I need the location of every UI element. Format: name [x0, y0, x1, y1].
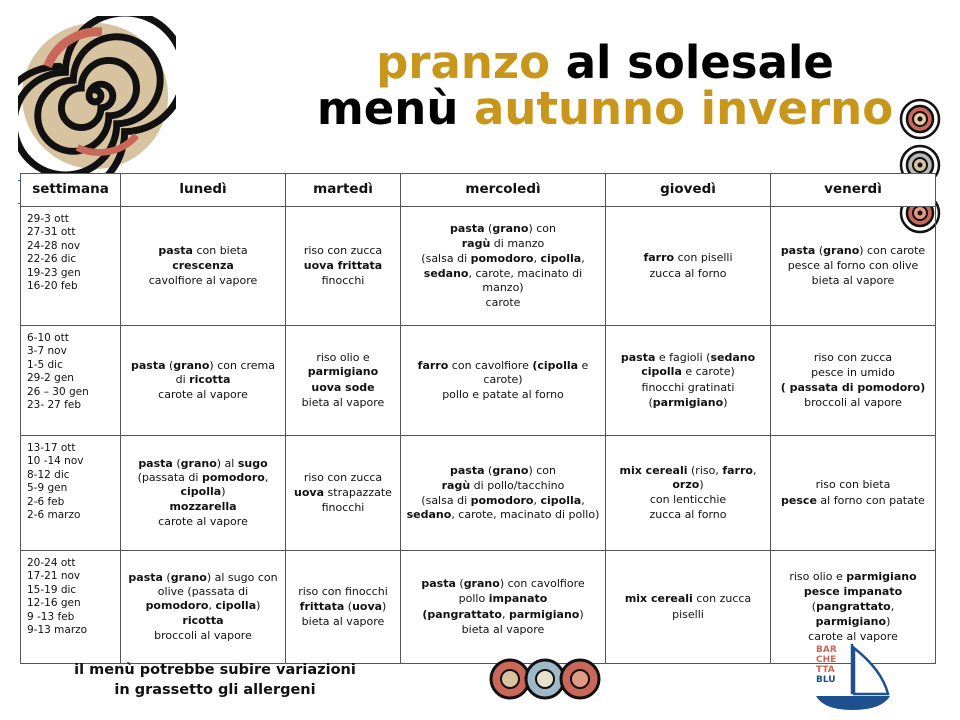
dish-text: riso con zucca — [303, 243, 383, 257]
dish-line — [405, 577, 601, 591]
dish-line — [405, 296, 601, 310]
week-range: 8-12 dic — [27, 468, 70, 481]
allergen-text: cipolla — [215, 598, 257, 612]
dish-text: pollo e patate al forno — [442, 388, 564, 402]
dish-text: ( — [162, 570, 171, 584]
table-row — [21, 326, 936, 436]
week-cell — [21, 207, 121, 326]
week-range: 29-2 gen — [27, 372, 74, 385]
dish-text: (salsa di — [421, 494, 471, 507]
dish-line — [610, 608, 766, 622]
allergen-text: parmigiano — [508, 607, 580, 621]
menu-cell-giovedi — [606, 436, 771, 551]
week-range: 19-23 gen — [27, 266, 81, 279]
week-range: 13-17 ott — [27, 442, 76, 454]
allergen-text: pasta — [138, 456, 173, 470]
allergen-text: pomodoro — [470, 494, 534, 507]
dish-line — [775, 494, 931, 508]
allergen-text: mozzarella — [169, 500, 237, 514]
week-range: 3-7 nov — [27, 345, 67, 358]
dish-text: ) con — [528, 463, 556, 477]
dish-line — [290, 244, 396, 258]
dish-text: ( — [811, 600, 817, 614]
allergen-text: (pangrattato — [422, 607, 502, 621]
dish-text: con lenticchie — [649, 493, 727, 506]
dish-line — [405, 359, 601, 387]
dish-text: cavolfiore al vapore — [148, 274, 258, 288]
menu-cell-lunedi — [121, 551, 286, 664]
dish-text: , — [752, 463, 757, 477]
boat-logo-text-4: BLU — [816, 675, 836, 685]
dish-line — [610, 351, 766, 379]
week-range: 22-26 dic — [27, 253, 77, 266]
week-range: 10 -14 nov — [27, 455, 84, 468]
header-martedi: martedì — [286, 174, 401, 207]
dish-text: broccoli al vapore — [804, 396, 902, 410]
dish-line — [290, 396, 396, 410]
allergen-text: parmigiano — [815, 614, 887, 628]
boat-logo-icon — [812, 640, 894, 712]
dish-line — [290, 471, 396, 485]
dish-line — [125, 274, 281, 288]
boat-logo-text-1: BAR — [816, 645, 837, 655]
dish-line — [610, 464, 766, 492]
dish-text: , — [890, 600, 895, 614]
dish-text: ( — [455, 577, 464, 591]
dish-line — [775, 478, 931, 492]
dish-line — [775, 396, 931, 410]
allergen-text: pasta — [158, 243, 193, 257]
dish-line — [125, 571, 281, 613]
dish-text: , — [501, 607, 509, 621]
dish-text: riso con zucca — [303, 470, 383, 484]
dish-line — [290, 259, 396, 273]
allergen-text: pomodoro — [470, 252, 534, 266]
dish-text: e fagioli ( — [655, 351, 711, 365]
dish-text: ) — [221, 484, 226, 498]
dish-text: ) — [723, 395, 728, 409]
week-cell — [21, 326, 121, 436]
dish-line — [405, 252, 601, 294]
allergen-text: uova — [352, 599, 383, 613]
dish-line — [405, 592, 601, 606]
week-range: 9 -13 feb — [27, 610, 75, 623]
allergen-text: cipolla — [540, 494, 582, 507]
allergen-text: ragù — [461, 237, 491, 251]
week-cell — [21, 436, 121, 551]
dish-text: , — [581, 494, 585, 507]
dish-text: di manzo — [490, 237, 545, 251]
dish-text: pollo — [458, 592, 489, 606]
dish-text: ( — [165, 358, 174, 372]
menu-cell-lunedi — [121, 207, 286, 326]
dish-text: ( — [815, 243, 824, 257]
table-row — [21, 207, 936, 326]
allergen-text: pasta — [620, 351, 656, 365]
title-line-2 — [270, 82, 940, 135]
dish-line — [775, 259, 931, 273]
dish-line — [405, 388, 601, 402]
allergen-text: pesce impanato — [803, 585, 903, 599]
allergen-text: sedano — [423, 266, 469, 280]
dish-text: piselli — [672, 607, 704, 621]
dish-text: riso con finocchi — [298, 584, 388, 598]
dish-text: con bieta — [192, 243, 248, 257]
dish-line — [610, 396, 766, 410]
dish-line — [125, 244, 281, 258]
allergen-text: grano — [492, 222, 529, 236]
menu-table — [20, 173, 936, 664]
dish-text: riso olio e — [316, 351, 370, 365]
dish-text: riso con zucca — [813, 350, 893, 364]
dish-text: ( — [172, 456, 181, 470]
allergen-text: grano — [170, 570, 207, 584]
dish-line — [610, 251, 766, 265]
week-range: 1-5 dic — [27, 358, 63, 371]
dish-text: e carote) — [483, 358, 589, 386]
dish-text: ) con cavolfiore — [499, 577, 585, 591]
dish-line — [775, 600, 931, 628]
allergen-text: ragù — [441, 478, 471, 492]
dish-line — [405, 237, 601, 251]
allergen-text: pangrattato — [816, 600, 891, 614]
dish-text: , — [533, 494, 541, 507]
dish-line — [125, 500, 281, 514]
dish-text: bieta al vapore — [301, 615, 385, 629]
allergen-text: farro — [643, 251, 675, 265]
menu-cell-giovedi — [606, 207, 771, 326]
dish-text: di pollo/tacchino — [470, 478, 565, 492]
menu-cell-giovedi — [606, 551, 771, 664]
dish-text: bieta al vapore — [461, 622, 545, 636]
week-range: 29-3 ott — [27, 213, 69, 225]
three-circles-icon — [488, 653, 603, 705]
allergen-text: mix cereali — [619, 463, 688, 477]
menu-cell-martedi — [286, 551, 401, 664]
dish-line — [610, 592, 766, 606]
allergen-text: pomodoro — [145, 598, 209, 612]
dish-text: bieta al vapore — [811, 274, 895, 288]
dish-text: ( — [484, 222, 493, 236]
allergen-text: parmigiano — [652, 395, 724, 409]
dish-text: , — [208, 598, 216, 612]
dish-line — [610, 493, 766, 507]
dish-text: , carote, macinato di manzo) — [468, 266, 583, 294]
dish-line — [290, 274, 396, 288]
dish-line — [125, 259, 281, 273]
title-line-2-part1: menù — [316, 82, 459, 135]
menu-cell-venerdi — [771, 326, 936, 436]
dish-line — [610, 381, 766, 395]
dish-line — [290, 615, 396, 629]
dish-text: al forno con patate — [816, 493, 925, 507]
dish-line — [775, 381, 931, 395]
allergen-text: grano — [180, 456, 217, 470]
week-cell — [21, 551, 121, 664]
week-range: 24-28 nov — [27, 239, 81, 252]
header-venerdi: venerdì — [771, 174, 936, 207]
dish-text: con piselli — [674, 251, 733, 265]
allergen-text: pasta — [421, 577, 456, 591]
header-lunedi: lunedì — [121, 174, 286, 207]
dish-line — [405, 623, 601, 637]
menu-cell-mercoledi — [401, 436, 606, 551]
dish-text: ) con crema di — [175, 358, 276, 386]
allergen-text: mix cereali — [624, 592, 693, 606]
menu-cell-mercoledi — [401, 551, 606, 664]
week-range: 20-24 ott — [27, 557, 76, 569]
menu-cell-venerdi — [771, 436, 936, 551]
allergen-text: pesce — [781, 493, 817, 507]
dish-text: broccoli al vapore — [154, 629, 252, 643]
footer-note — [30, 660, 400, 700]
dish-line — [125, 388, 281, 402]
dish-line — [290, 381, 396, 395]
dish-line — [125, 515, 281, 529]
dish-text: zucca al forno — [649, 508, 727, 522]
boat-logo-text-3: TTA — [816, 665, 835, 675]
menu-cell-martedi — [286, 326, 401, 436]
dish-line — [125, 629, 281, 643]
footer-note-line-1: il menù potrebbe subire variazioni — [74, 662, 356, 678]
allergen-text: sedano — [406, 508, 452, 522]
dish-line — [405, 479, 601, 493]
dish-text: ) al — [216, 456, 238, 470]
header-mercoledi: mercoledì — [401, 174, 606, 207]
dish-line — [290, 486, 396, 500]
dish-text: finocchi — [321, 501, 365, 515]
allergen-text: farro — [417, 358, 449, 372]
dish-text: strapazzate — [324, 485, 392, 499]
week-range: 12-16 gen — [27, 597, 81, 610]
dish-line — [610, 508, 766, 522]
allergen-text: pasta — [128, 570, 163, 584]
menu-cell-martedi — [286, 436, 401, 551]
dish-text: con zucca — [692, 592, 752, 606]
allergen-text: pasta — [780, 243, 816, 257]
week-range: 2-6 feb — [27, 495, 65, 508]
week-range: 17-21 nov — [27, 570, 81, 583]
dish-line — [775, 585, 931, 599]
dish-text: ) — [382, 599, 387, 613]
allergen-text: ricotta — [182, 614, 224, 628]
table-row — [21, 436, 936, 551]
week-range: 16-20 feb — [27, 280, 78, 293]
allergen-text: parmigiano — [307, 365, 379, 379]
dish-line — [775, 351, 931, 365]
spiral-red-icon — [899, 98, 941, 140]
week-range: 9-13 marzo — [27, 624, 88, 637]
allergen-text: frittata — [299, 599, 345, 613]
dish-text: ) con — [528, 222, 556, 236]
week-range: 27-31 ott — [27, 226, 76, 239]
allergen-text: uova frittata — [303, 258, 383, 272]
boat-logo-text-2: CHE — [816, 655, 837, 665]
dish-text: , — [581, 252, 585, 266]
allergen-text: sedano cipolla — [641, 351, 756, 379]
dish-text: finocchi gratinati — [641, 380, 735, 394]
allergen-text: impanato — [488, 592, 548, 606]
allergen-text: grano — [173, 358, 210, 372]
dish-line — [775, 274, 931, 288]
dish-line — [405, 222, 601, 236]
table-header-row — [21, 174, 936, 207]
dish-text: ) — [256, 598, 261, 612]
dish-text: riso con bieta — [815, 478, 891, 492]
menu-cell-lunedi — [121, 436, 286, 551]
dish-text: ) — [699, 477, 704, 491]
header-giovedi: giovedì — [606, 174, 771, 207]
dish-line — [775, 366, 931, 380]
menu-cell-mercoledi — [401, 326, 606, 436]
dish-text: (passata di — [137, 470, 202, 484]
table-row — [21, 551, 936, 664]
dish-text: ) — [886, 614, 891, 628]
dish-text: ) al sugo con olive (passata di — [157, 570, 278, 598]
dish-line — [405, 464, 601, 478]
dish-line — [125, 359, 281, 387]
dish-text: e carote) — [681, 365, 735, 379]
menu-cell-martedi — [286, 207, 401, 326]
dish-line — [125, 457, 281, 499]
menu-cell-lunedi — [121, 326, 286, 436]
allergen-text: cipolla — [180, 484, 222, 498]
dish-text: , — [264, 470, 269, 484]
allergen-text: pasta — [130, 358, 166, 372]
dish-text: pesce al forno con olive — [787, 258, 919, 272]
allergen-text: grano — [823, 243, 860, 257]
dish-text: carote al vapore — [158, 515, 248, 529]
dish-text: ( — [648, 395, 653, 409]
allergen-text: pasta — [450, 463, 485, 477]
title-line-1-part2: al solesale — [565, 36, 834, 89]
dish-text: zucca al forno — [649, 266, 727, 280]
dish-text: ( — [484, 463, 493, 477]
allergen-text: uova — [294, 485, 325, 499]
dish-text: ) con carote — [859, 243, 926, 257]
allergen-text: pasta — [450, 222, 485, 236]
dish-text: , carote, macinato di pollo) — [451, 508, 600, 522]
title-line-1-part1: pranzo — [376, 36, 551, 89]
allergen-text: crescenza — [172, 258, 234, 272]
dish-text: carote al vapore — [158, 388, 248, 402]
allergen-text: pomodoro — [201, 470, 265, 484]
menu-cell-venerdi — [771, 207, 936, 326]
allergen-text: uova sode — [311, 380, 375, 394]
dish-text: pesce in umido — [811, 365, 895, 379]
allergen-text: farro — [722, 463, 753, 477]
allergen-text: parmigiano — [846, 570, 917, 584]
dish-text: carote al vapore — [808, 629, 898, 643]
title-line-1 — [270, 36, 940, 89]
dish-line — [290, 351, 396, 379]
header-settimana: settimana — [21, 174, 121, 207]
dish-line — [125, 614, 281, 628]
dish-line — [290, 501, 396, 515]
week-range: 2-6 marzo — [27, 509, 81, 522]
dish-line — [405, 494, 601, 522]
allergen-text: (cipolla — [532, 358, 579, 372]
dish-text: bieta al vapore — [301, 395, 385, 409]
spiral-logo-icon — [18, 16, 176, 176]
menu-cell-mercoledi — [401, 207, 606, 326]
week-range: 15-19 dic — [27, 583, 77, 596]
dish-line — [290, 585, 396, 599]
allergen-text: cipolla — [540, 252, 582, 266]
dish-line — [775, 244, 931, 258]
dish-line — [610, 267, 766, 281]
allergen-text: grano — [463, 577, 500, 591]
dish-line — [290, 600, 396, 614]
dish-text: carote — [485, 295, 521, 309]
footer-note-line-2: in grassetto gli allergeni — [114, 682, 316, 698]
dish-line — [405, 608, 601, 622]
dish-text: riso olio e — [789, 570, 847, 584]
allergen-text: orzo — [672, 477, 700, 491]
dish-text: ( — [344, 599, 353, 613]
dish-text: (salsa di — [421, 252, 471, 266]
week-range: 6-10 ott — [27, 332, 69, 344]
dish-text: finocchi — [321, 274, 365, 288]
week-range: 23- 27 feb — [27, 399, 82, 412]
dish-text: , — [533, 252, 541, 266]
week-range: 5-9 gen — [27, 482, 68, 495]
dish-text: ) — [579, 607, 584, 621]
allergen-text: sugo — [237, 456, 268, 470]
dish-text: con cavolfiore — [448, 358, 533, 372]
dish-line — [775, 570, 931, 584]
allergen-text: ricotta — [189, 372, 231, 386]
week-range: 26 – 30 gen — [27, 385, 89, 398]
title-line-2-part2: autunno inverno — [474, 82, 894, 135]
menu-cell-giovedi — [606, 326, 771, 436]
dish-text: (riso, — [687, 463, 723, 477]
allergen-text: grano — [492, 463, 529, 477]
allergen-text: ( passata di pomodoro) — [780, 381, 926, 394]
